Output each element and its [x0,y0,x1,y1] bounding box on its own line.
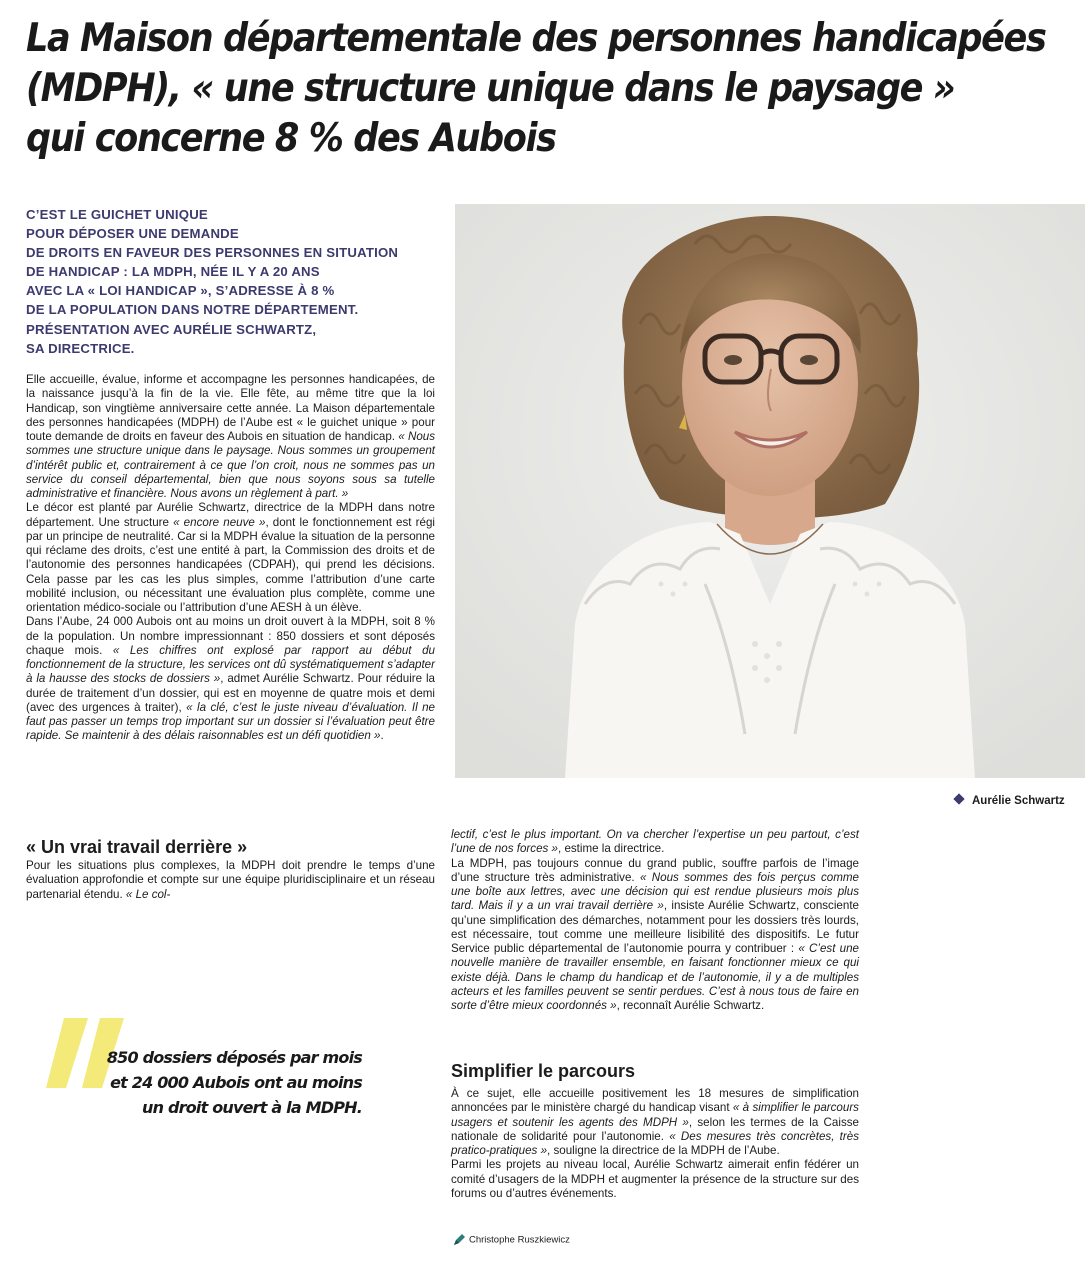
paragraph: Elle accueille, évalue, informe et accompagne les personnes handicapées, de la naissance jusqu’à la fin de la vie. Elle fête, au même titre que la loi Handicap, son vingtième anniversaire cette année. La Maison départementale des personnes handicapées (MDPH) de l’Aube est « le guichet unique » pour toute demande de droits en faveur des Aubois en situation de handicap. « Nous sommes une structure unique dans le paysage. Nous sommes un groupement d’intérêt public et, contrairement à ce que l’on croit, nous ne sommes pas un service du conseil départemental, bien que nous soyons sous sa tutelle administrative et financière. Nous avons un règlement à part. » [26,373,436,500]
portrait-illustration [455,204,1085,778]
caption-text: Aurélie Schwartz [972,795,1065,807]
paragraph: La MDPH, pas toujours connue du grand public, souffre parfois de l’image d’une structure très administrative. « Nous sommes des fois perçus comme une boîte aux lettres, avec une décision qui est rendue plusieurs mois plus tard. Mais il y a un vrai travail derrière », insiste Aurélie Schwartz, consciente qu’une simplification des démarches, notamment pour les dossiers très lourds, est nécessaire, tout comme une meilleure lisibilité des dispositifs. Le futur Service public départemental de l’autonomie pourra y contribuer : « C’est une nouvelle manière de travailler ensemble, en faisant fonctionner mieux ce qui existe déjà. Dans le champ du handicap et de l’autonomie, il y a de multiples acteurs et les familles peuvent se sentir perdues. C’est à nous tous de faire en sorte d’être mieux coordonnés », reconnaît Aurélie Schwartz. [451,856,859,1012]
section-heading: Simplifier le parcours [451,1061,636,1081]
paragraph: Dans l’Aube, 24 000 Aubois ont au moins un droit ouvert à la MDPH, soit 8 % de la population. Un nombre impressionnant : 850 dossiers et sont déposés chaque mois. « Les chiffres ont explosé par rapport au début du fonctionnement de la structure, les services ont dû systématiquement s’adapter à la hausse des stocks de dossiers », admet Aurélie Schwartz. Pour réduire la durée de traitement d’un dossier, qui est en moyenne de quatre mois et demi (avec des urgences à traiter), « la clé, c’est le juste niveau d’évaluation. Il ne faut pas passer un temps trop important sur un dossier si l’évaluation peut être rapide. Se maintenir à des délais raisonnables est un défi quotidien ». [26,615,435,743]
lead-line: AVEC LA « LOI HANDICAP », S’ADRESSE À 8 % [26,283,335,299]
article-body-section1 [26,859,435,902]
headline-line-1: La Maison départementale des personnes handicapées [26,16,1046,61]
lead-line: DE LA POPULATION DANS NOTRE DÉPARTEMENT. [26,302,359,318]
portrait-photo [455,204,1085,778]
article-body-left [26,373,435,744]
lead-line: C’EST LE GUICHET UNIQUE [26,207,208,222]
byline [452,1233,570,1247]
lead-line: DE DROITS EN FAVEUR DES PERSONNES EN SITUATION [26,245,399,261]
paragraph: lectif, c’est le plus important. On va chercher l’expertise un peu partout, c’est l’une de nos forces », estime la directrice. [451,828,859,856]
lead-line: POUR DÉPOSER UNE DEMANDE [26,226,239,242]
lead-paragraph [26,205,446,358]
paragraph: Pour les situations plus complexes, la MDPH doit prendre le temps d’une évaluation approfondie et compte sur une équipe pluridisciplinaire et un réseau partenarial étendu. « Le col- [26,859,435,901]
paragraph: Parmi les projets au niveau local, Aurélie Schwartz aimerait enfin fédérer un comité d’usagers de la MDPH et augmenter la présence de la structure sur des forums ou d’autres événements. [451,1158,859,1200]
headline-line-3: qui concerne 8 % des Aubois [26,116,556,161]
paragraph: Le décor est planté par Aurélie Schwartz, directrice de la MDPH dans notre département. Une structure « encore neuve », dont le fonctionnement est régi par un principe de neutralité. Car si la MDPH évalue la situation de la personne qui réclame des droits, c’est une entité à part, la Commission des droits et de l’autonomie des personnes handicapées (CDPAH), qui prend les décisions. Cela passe par les cas les plus simples, comme l’attribution d’une carte mobilité inclusion, ou nécessitant une évaluation plus complète, comme une orientation médico-sociale ou l’attribution d’une AESH à un élève. [26,501,435,614]
pull-quote [40,1012,380,1122]
lead-line: PRÉSENTATION AVEC AURÉLIE SCHWARTZ, [26,321,317,337]
pull-quote-line: et 24 000 Aubois ont au moins [110,1073,362,1092]
headline-line-2: (MDPH), « une structure unique dans le paysage » [26,66,955,111]
lead-line: DE HANDICAP : LA MDPH, NÉE IL Y A 20 ANS [26,264,320,280]
caption-diamond-icon [953,793,964,804]
author-name: Christophe Ruszkiewicz [469,1234,570,1246]
paragraph: À ce sujet, elle accueille positivement les 18 mesures de simplification annoncées par le ministère chargé du handicap visant « à simplifier le parcours usagers et soutenir les agents des MDPH », selon les termes de la Caisse nationale de solidarité pour l’autonomie. « Des mesures très concrètes, très pratico-pratiques », souligne la directrice de la MDPH de l’Aube. [451,1087,859,1157]
pen-icon [452,1233,466,1247]
section-heading: « Un vrai travail derrière » [26,837,248,857]
article-body-right [451,828,859,1013]
headline [26,14,1066,164]
article-body-section2 [451,1087,859,1201]
pull-quote-line: un droit ouvert à la MDPH. [142,1098,362,1117]
photo-caption [955,795,1065,807]
lead-line: SA DIRECTRICE. [26,340,135,356]
pull-quote-text [107,1045,362,1120]
pull-quote-line: 850 dossiers déposés par mois [106,1048,362,1067]
